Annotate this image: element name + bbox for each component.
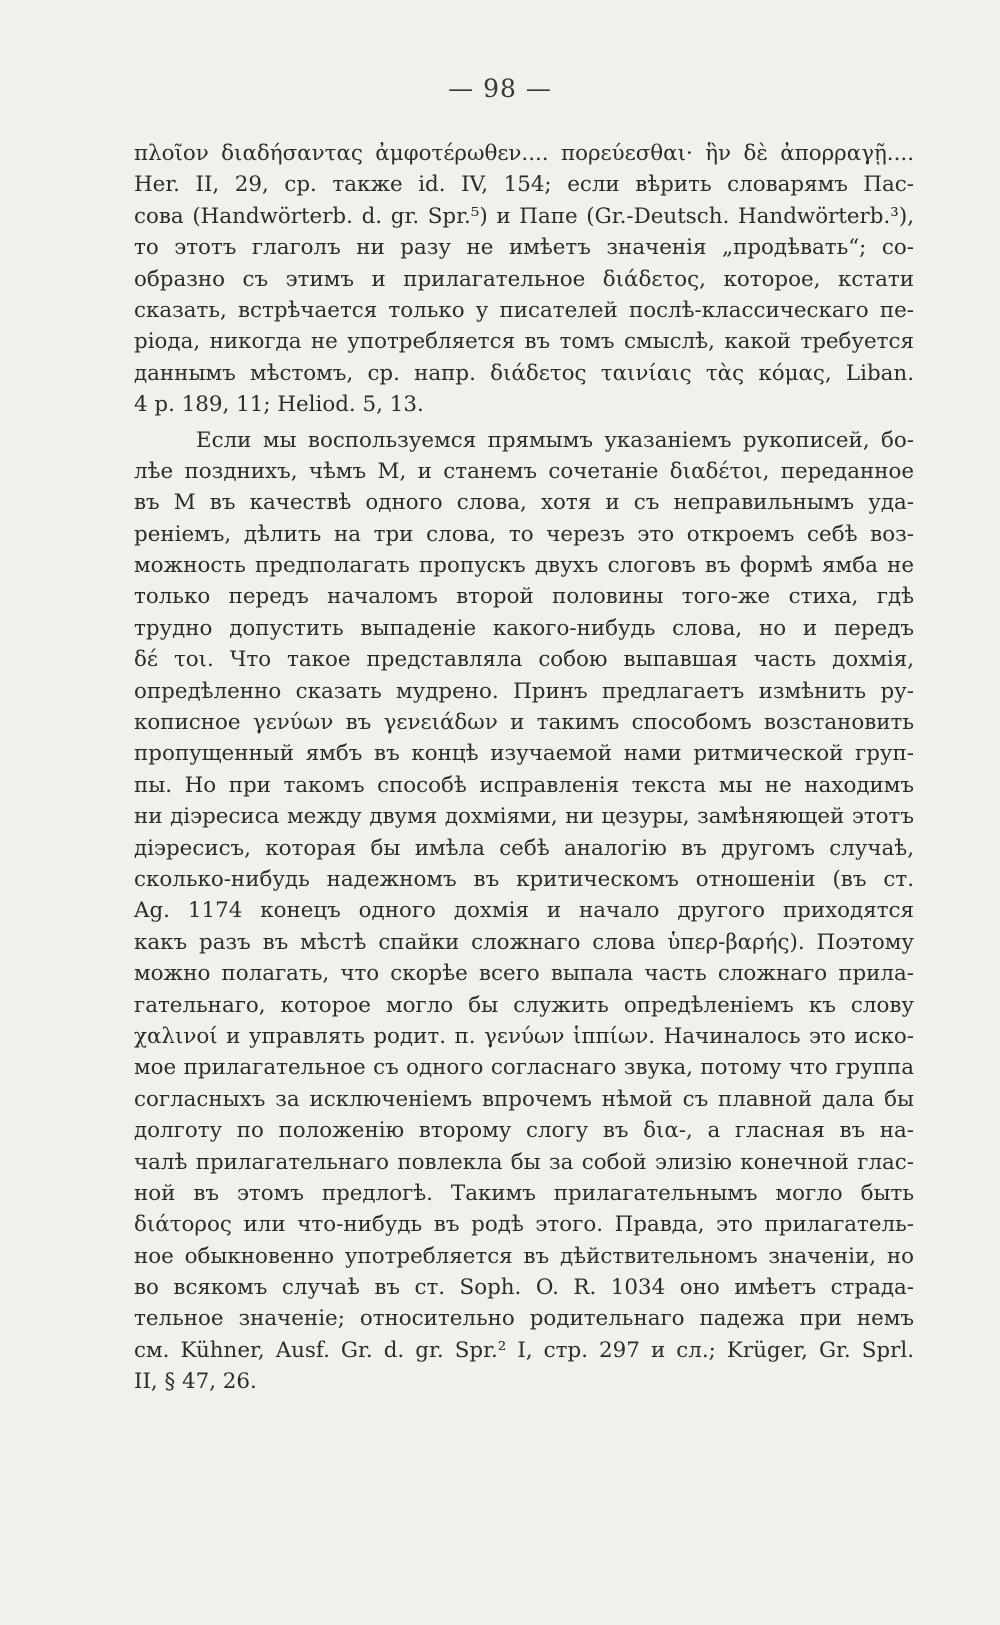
text-line: Если мы воспользуемся прямымъ указаніемъ рукописей, бо-	[196, 427, 914, 453]
text-line: образно съ этимъ и прилагательное διάδετος, которое, кстати	[134, 266, 914, 292]
text-line: можность предполагать пропускъ двухъ слоговъ въ формѣ ямба не	[134, 553, 914, 579]
paragraph-2	[134, 425, 914, 1398]
text-line: діэресисъ, которая бы имѣла себѣ аналогію въ другомъ случаѣ,	[134, 835, 914, 861]
text-line: долготу по положенію второму слогу въ δια-, а гласная въ на-	[134, 1118, 914, 1144]
text-line: только передъ началомъ второй половины того-же стиха, гдѣ	[134, 584, 914, 610]
text-line: опредѣленно сказать мудрено. Принъ предлагаетъ измѣнить ру-	[134, 678, 914, 704]
text-line: мое прилагательное съ одного согласнаго звука, потому что группа	[134, 1055, 914, 1081]
text-line: кописное γενύων въ γενειάδων и такимъ способомъ возстановить	[134, 710, 914, 736]
text-line: Her. II, 29, ср. также id. IV, 154; если вѣрить словарямъ Пас-	[134, 172, 914, 198]
text-line: въ М въ качествѣ одного слова, хотя и съ неправильнымъ уда-	[134, 490, 914, 516]
text-line: ной въ этомъ предлогѣ. Такимъ прилагательнымъ могло быть	[134, 1180, 914, 1206]
text-line: сова (Handwörterb. d. gr. Spr.⁵) и Папе (Gr.-Deutsch. Handwörterb.³),	[134, 203, 914, 229]
text-line: διάτορος или что-нибудь въ родѣ этого. Правда, это прилагатель-	[134, 1212, 914, 1238]
text-line: трудно допустить выпаденіе какого-нибудь слова, но и передъ	[134, 615, 914, 641]
body-text	[134, 138, 914, 1398]
text-line: пропущенный ямбъ въ концѣ изучаемой нами ритмической груп-	[134, 741, 914, 767]
text-line: можно полагать, что скорѣе всего выпала часть сложнаго прила-	[134, 961, 914, 987]
text-line: δέ τοι. Что такое представляла собою выпавшая часть дохмія,	[134, 647, 914, 673]
text-line: сказать, встрѣчается только у писателей послѣ-классическаго пе-	[134, 297, 914, 323]
text-line: гательнаго, которое могло бы служить опредѣленіемъ къ слову	[134, 992, 914, 1018]
text-line: во всякомъ случаѣ въ ст. Soph. O. R. 1034 оно имѣетъ страда-	[134, 1275, 914, 1301]
text-line: χαλινοί и управлять родит. п. γενύων ἱππίων. Начиналось это иско-	[134, 1023, 914, 1049]
text-line: см. Kühner, Ausf. Gr. d. gr. Spr.² I, стр. 297 и сл.; Krüger, Gr. Sprl.	[134, 1337, 914, 1363]
page-number: — 98 —	[448, 74, 552, 103]
text-line: какъ разъ въ мѣстѣ спайки сложнаго слова ὑπερ-βαρής). Поэтому	[134, 929, 914, 955]
text-line: сколько-нибудь надежномъ въ критическомъ отношеніи (въ ст.	[134, 866, 914, 892]
text-line: ни діэресиса между двумя дохміями, ни цезуры, замѣняющей этотъ	[134, 804, 914, 830]
text-line: 4 p. 189, 11; Heliod. 5, 13.	[134, 392, 424, 418]
text-line: реніемъ, дѣлить на три слова, то черезъ это откроемъ себѣ воз-	[134, 521, 914, 547]
text-line: Ag. 1174 конецъ одного дохмія и начало другого приходятся	[134, 898, 914, 924]
paragraph-1	[134, 138, 914, 421]
text-line: лѣе позднихъ, чѣмъ М, и станемъ сочетаніе διαδέτοι, переданное	[134, 458, 914, 484]
text-line: чалѣ прилагательнаго повлекла бы за собой элизію конечной глас-	[134, 1149, 914, 1175]
text-line: то этотъ глаголъ ни разу не имѣетъ значенія „продѣвать“; со-	[134, 235, 914, 261]
text-line: II, § 47, 26.	[134, 1369, 257, 1395]
text-line: ное обыкновенно употребляется въ дѣйствительномъ значеніи, но	[134, 1243, 914, 1269]
text-line: согласныхъ за исключеніемъ впрочемъ нѣмой съ плавной дала бы	[134, 1086, 914, 1112]
text-line: пы. Но при такомъ способѣ исправленія текста мы не находимъ	[134, 772, 914, 798]
text-line: тельное значеніе; относительно родительнаго падежа при немъ	[134, 1306, 914, 1332]
text-line: πλοῖον διαδήσαντας ἀμφοτέρωθεν.... πορεύεσθαι· ἣν δὲ ἀπορραγῇ....	[134, 141, 914, 166]
text-line: ріода, никогда не употребляется въ томъ смыслѣ, какой требуется	[134, 329, 914, 355]
text-line: даннымъ мѣстомъ, ср. напр. διάδετος ταινίαις τὰς κόμας, Liban.	[134, 360, 914, 386]
